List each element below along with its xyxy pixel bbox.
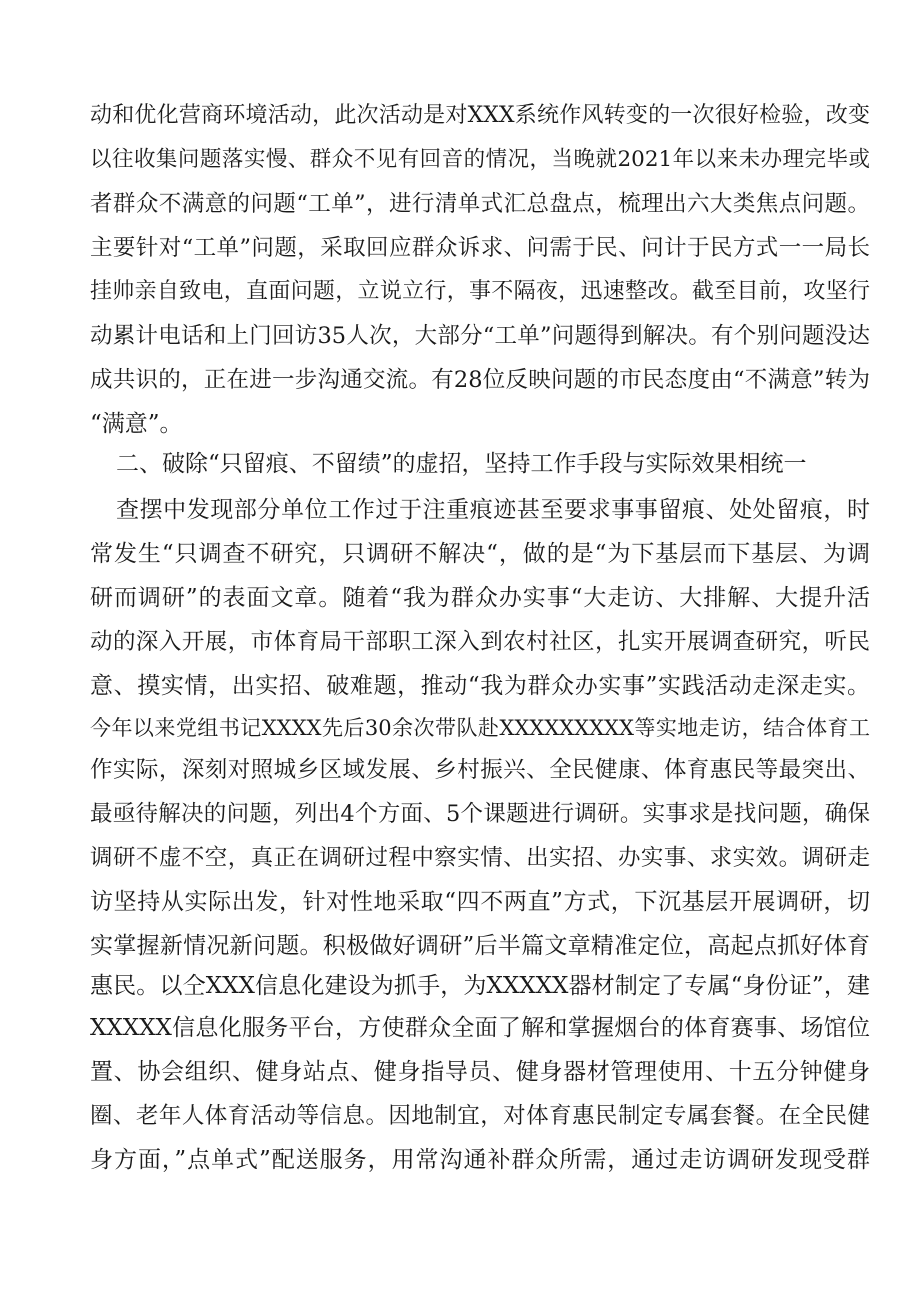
section-heading: 二、破除“只留痕、不留绩”的虚招，坚持工作手段与实际效果相统一: [116, 451, 807, 477]
text-line: 访坚持从实际出发，针对性地采取“四不两直”方式，下沉基层开展调研，切: [90, 889, 870, 915]
text-line: 以往收集问题落实慢、群众不见有回音的情况，当晚就2021年以来未办理完毕或: [90, 147, 870, 172]
text-line: XXXXX信息化服务平台，方使群众全面了解和掌握烟台的体育赛事、场馆位: [90, 1015, 870, 1041]
text-line: 圈、老年人体育活动等信息。因地制宜，对体育惠民制定专属套餐。在全民健: [90, 1103, 870, 1129]
text-line: “满意”。: [90, 411, 183, 437]
text-line: 作实际，深刻对照城乡区域发展、乡村振兴、全民健康、体育惠民等最突出、: [90, 757, 870, 783]
text-line: 调研不虚不空，真正在调研过程中察实情、出实招、办实事、求实效。调研走: [90, 845, 870, 871]
text-line: 动累计电话和上门回访35人次，大部分“工单”问题得到解决。有个别问题没达: [90, 323, 870, 349]
text-line: 研而调研”的表面文章。随着“我为群众办实事“大走访、大排解、大提升活: [90, 585, 870, 611]
text-line: 查摆中发现部分单位工作过于注重痕迹甚至要求事事留痕、处处留痕，时: [116, 497, 870, 523]
text-line: 成共识的，正在进一步沟通交流。有28位反映问题的市民态度由“不满意”转为: [90, 367, 870, 393]
text-line: 惠民。以仝XXX信息化建设为抓手，为XXXXX器材制定了专属“身份证”，建: [90, 973, 870, 999]
text-line: 实掌握新情况新问题。积极做好调研”后半篇文章精准定位，高起点抓好体育: [90, 933, 870, 959]
text-line: 挂帅亲自致电，直面问题，立说立行，事不隔夜，迅速整改。截至目前，攻坚行: [90, 279, 870, 304]
text-line: 意、摸实情，出实招、破难题，推动“我为群众办实事”实践活动走深走实。: [90, 673, 870, 699]
text-line: 常发生“只调查不研究，只调研不解决“，做的是“为下基层而下基层、为调: [90, 541, 870, 567]
text-line: 最亟待解决的问题，列出4个方面、5个课题进行调研。实事求是找问题，确保: [90, 801, 870, 827]
text-line: 动的深入开展，市体育局干部职工深入到农村社区，扎实开展调查研究，听民: [90, 629, 870, 655]
text-line: 者群众不满意的问题“工单”，进行清单式汇总盘点，梳理出六大类焦点问题。: [90, 191, 870, 217]
text-line: 动和优化营商环境活动，此次活动是对XXX系统作风转变的一次很好检验，改变: [90, 103, 870, 128]
text-line: 今年以来党组书记XXXX先后30余次带队赴XXXXXXXXX等实地走访，结合体育工: [90, 716, 870, 740]
text-line: 主要针对“工单”问题，采取回应群众诉求、问需于民、问计于民方式一一局长: [90, 235, 870, 261]
text-line: 置、协会组织、健身站点、健身指导员、健身器材管理使用、十五分钟健身: [90, 1059, 870, 1085]
text-line: 身方面，”点单式”配送服务，用常沟通补群众所需，通过走访调研发现受群: [90, 1147, 870, 1173]
